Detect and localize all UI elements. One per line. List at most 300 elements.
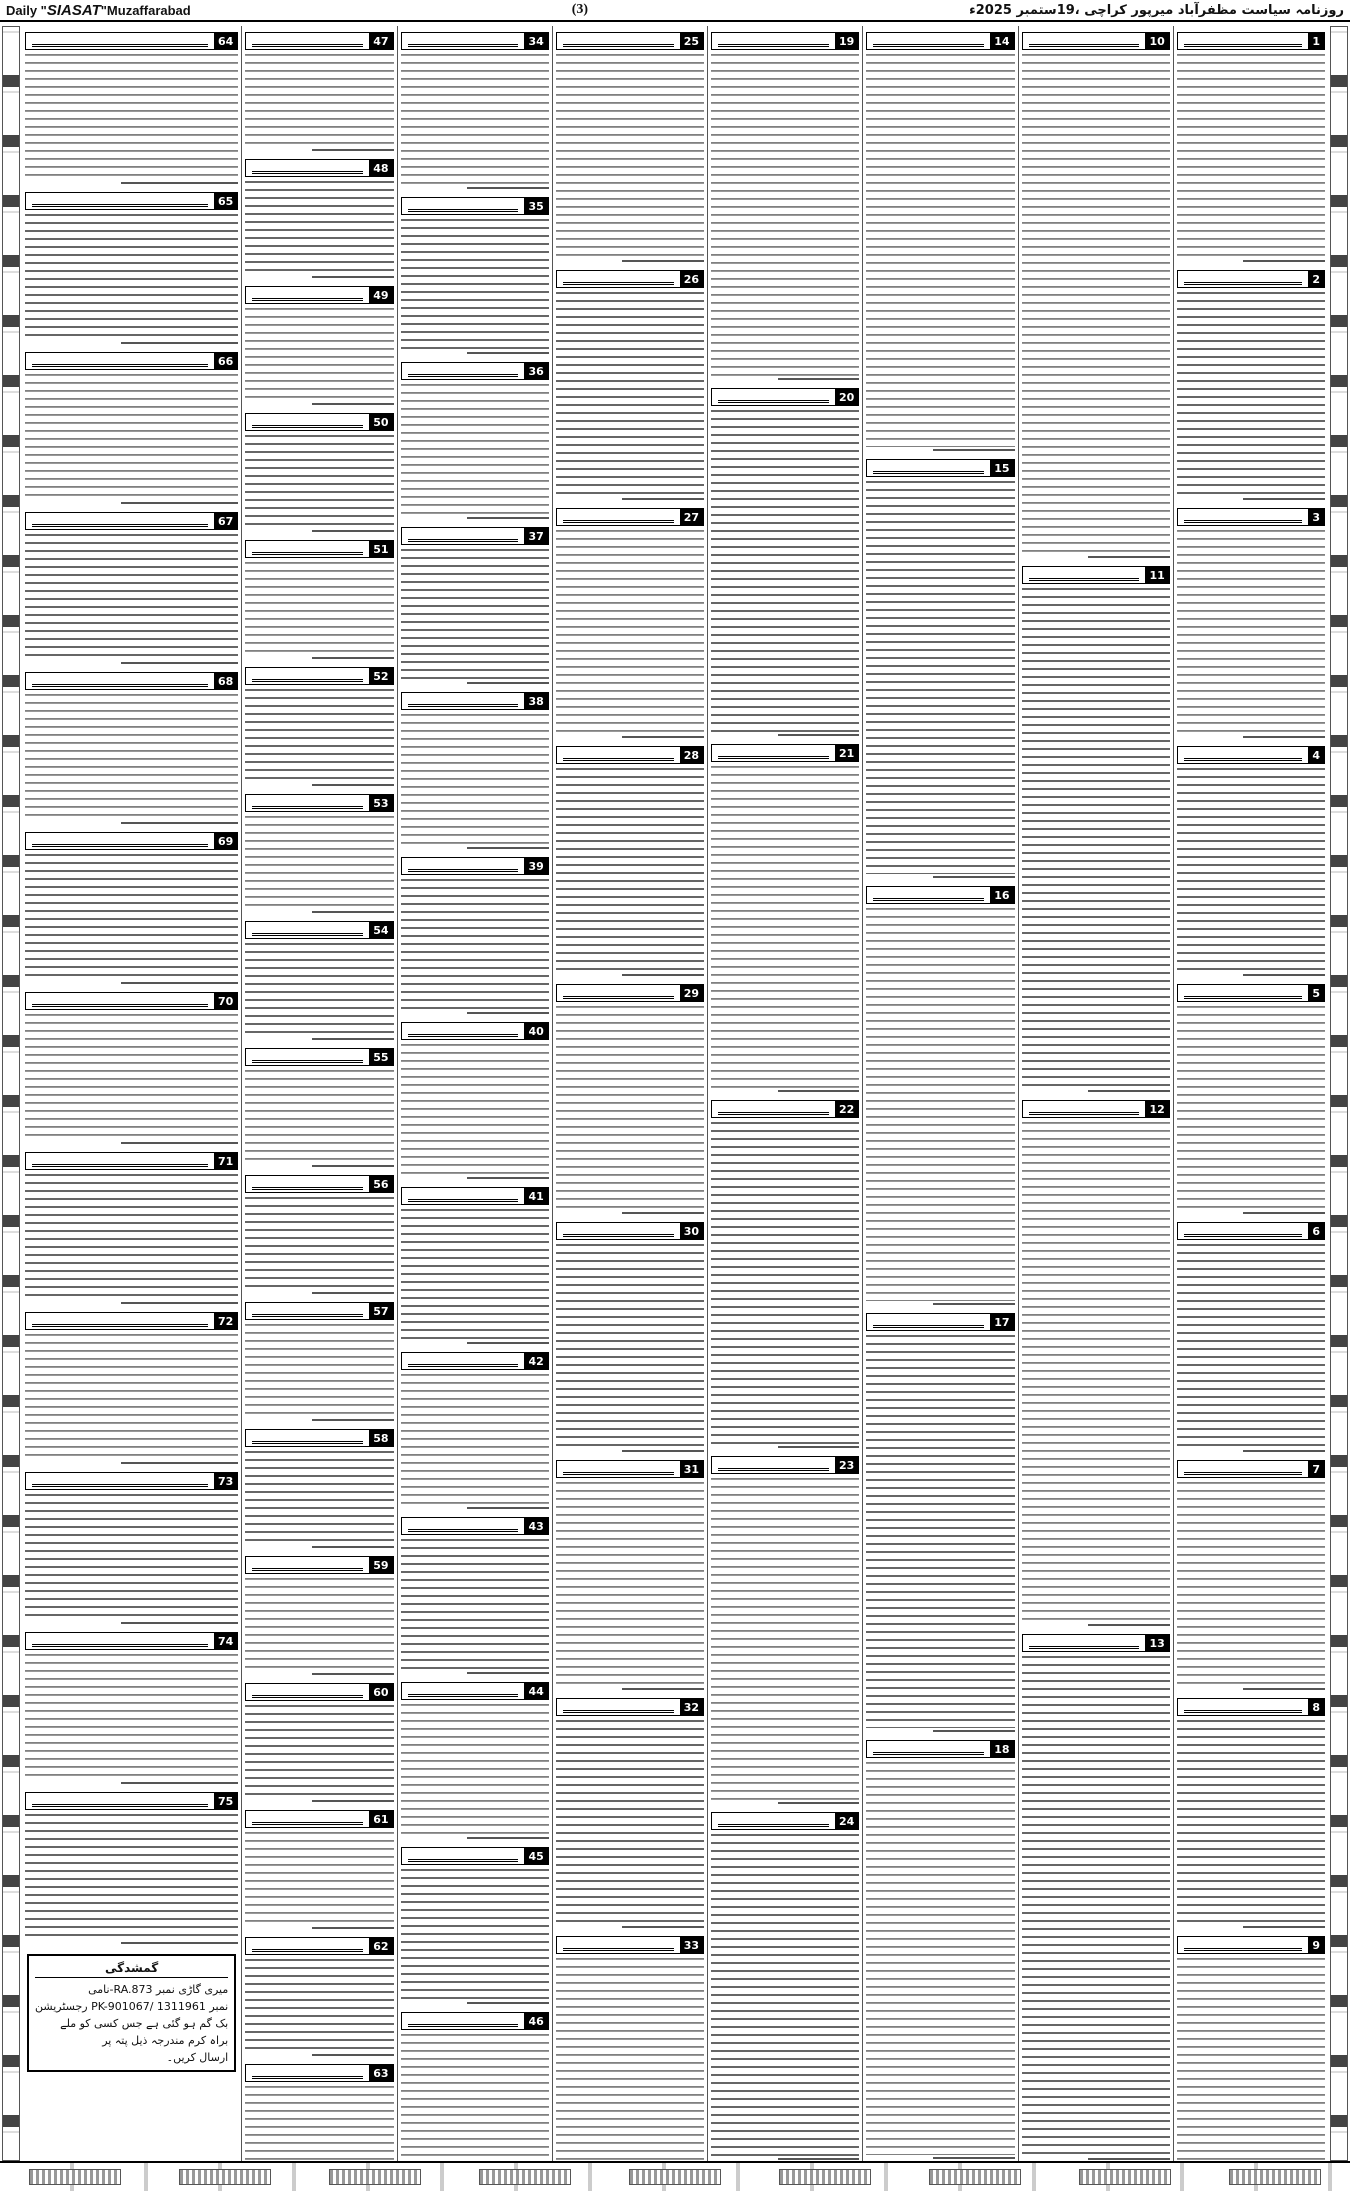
notice-closing-line [121,1462,238,1468]
notice-number: 9 [1308,1937,1324,1953]
notice-number: 45 [524,1848,547,1864]
notice-body-text [245,1322,393,1417]
notice-header [1177,1460,1325,1478]
notice-header [25,352,238,370]
notice-number: 1 [1308,33,1324,49]
notice-header [245,1175,393,1193]
notice-closing-line [312,1419,394,1425]
notice-header [245,1429,393,1447]
notice-closing-line [1243,1450,1325,1456]
notice-closing-line [467,352,549,358]
notice-header [1022,1100,1170,1118]
notice-body-text [245,1957,393,2052]
notice-number: 11 [1145,567,1168,583]
notice-header [401,1847,549,1865]
notice-number: 39 [524,858,547,874]
notice-closing-line [121,982,238,988]
notice-number: 22 [835,1101,858,1117]
notice-closing-line [933,1303,1015,1309]
notice-number: 7 [1308,1461,1324,1477]
notice-header [1177,508,1325,526]
notice-header [401,1682,549,1700]
notice-closing-line [778,1446,860,1452]
column-2 [1018,26,1173,2161]
notice-body-text [25,52,238,180]
notice-number: 29 [680,985,703,1001]
notice-closing-line [1243,1688,1325,1694]
notice-number: 47 [369,33,392,49]
notice-body-text [245,306,393,401]
notice-number: 21 [835,745,858,761]
notice-header [1177,32,1325,50]
notice-header [711,1812,859,1830]
notice-number: 2 [1308,271,1324,287]
notice-header [866,886,1014,904]
notice-header [556,1698,704,1716]
notice-body-text [245,1068,393,1163]
notice-body-text [245,1703,393,1798]
notice-closing-line [1243,498,1325,504]
notice-closing-line [312,1165,394,1171]
notice-body-text [556,1480,704,1686]
notice-header [245,1556,393,1574]
notice-closing-line [312,530,394,536]
notice-body-text [401,1042,549,1175]
notice-number: 65 [214,193,237,209]
notice-number: 28 [680,747,703,763]
notice-closing-line [622,974,704,980]
notice-closing-line [1088,1090,1170,1096]
notice-closing-line [1243,1926,1325,1932]
notice-body-text [1022,1120,1170,1622]
notice-body-text [245,1449,393,1544]
notice-closing-line [467,847,549,853]
notice-closing-line [467,1012,549,1018]
notice-number: 70 [214,993,237,1009]
masthead [0,0,1350,22]
notice-closing-line [312,403,394,409]
notice-number: 19 [835,33,858,49]
lost-notice-line: نمبر PK-901067/ 1311961 رجسٹریشن [35,2000,229,2013]
notice-closing-line [312,1546,394,1552]
notice-closing-line [312,911,394,917]
notice-body-text [556,52,704,258]
notice-body-text [401,1702,549,1835]
masthead-english-title: Daily "SIASAT"Muzaffarabad [6,1,191,19]
notice-header [401,527,549,545]
notice-header [1022,32,1170,50]
notice-body-text [1177,528,1325,734]
notice-number: 13 [1145,1635,1168,1651]
notice-closing-line [312,1800,394,1806]
notice-body-text [25,1012,238,1140]
notice-body-text [245,560,393,655]
notice-number: 20 [835,389,858,405]
notice-number: 5 [1308,985,1324,1001]
notice-number: 56 [369,1176,392,1192]
column-3 [862,26,1017,2161]
notice-header [245,32,393,50]
notice-header [866,459,1014,477]
notice-header [245,159,393,177]
notice-body-text [25,692,238,820]
notice-closing-line [312,2054,394,2060]
notice-header [245,667,393,685]
notice-header [711,1100,859,1118]
notice-header [1177,746,1325,764]
notice-number: 15 [990,460,1013,476]
notice-header [711,744,859,762]
notice-closing-line [121,1142,238,1148]
notice-body-text [25,1332,238,1460]
notice-header [245,1683,393,1701]
notice-header [245,540,393,558]
notice-closing-line [778,378,860,384]
notice-header [711,32,859,50]
notice-header [711,388,859,406]
notice-closing-line [467,1672,549,1678]
notice-header [401,1352,549,1370]
notice-header [25,1632,238,1650]
notice-closing-line [121,1782,238,1788]
notice-closing-line [467,187,549,193]
notice-body-text [245,1576,393,1671]
notice-number: 41 [524,1188,547,1204]
notice-header [1177,984,1325,1002]
notice-header [1177,1936,1325,1954]
notice-number: 71 [214,1153,237,1169]
notice-closing-line [121,1302,238,1308]
notice-body-text [1177,1956,1325,2162]
notice-closing-line [467,1507,549,1513]
notice-number: 58 [369,1430,392,1446]
notice-body-text [556,1004,704,1210]
notice-closing-line [467,1342,549,1348]
notice-closing-line [312,276,394,282]
notice-closing-line [121,1942,238,1948]
notice-header [401,362,549,380]
notice-number: 16 [990,887,1013,903]
notice-number: 43 [524,1518,547,1534]
notice-number: 33 [680,1937,703,1953]
notice-number: 59 [369,1557,392,1573]
notice-body-text [711,1832,859,2156]
notice-closing-line [121,1622,238,1628]
notice-header [1177,270,1325,288]
left-ad-strip [2,26,20,2161]
notice-closing-line [933,1730,1015,1736]
notice-number: 44 [524,1683,547,1699]
notice-closing-line [467,1837,549,1843]
notice-closing-line [312,1038,394,1044]
notice-header [1177,1222,1325,1240]
column-8 [22,26,241,2161]
notice-closing-line [121,342,238,348]
notice-header [25,832,238,850]
notice-closing-line [312,1927,394,1933]
notice-body-text [711,1476,859,1800]
notice-number: 48 [369,160,392,176]
notice-header [556,1222,704,1240]
notice-body-text [1177,52,1325,258]
notice-header [401,692,549,710]
notice-body-text [401,382,549,515]
notice-number: 53 [369,795,392,811]
lost-notice-line: میری گاڑی نمبر RA.873-نامی [88,1983,229,1996]
notice-header [866,1313,1014,1331]
notice-header [245,1048,393,1066]
notice-header [1022,566,1170,584]
notice-closing-line [121,182,238,188]
notice-number: 4 [1308,747,1324,763]
notice-body-text [25,212,238,340]
notice-closing-line [622,498,704,504]
notice-number: 3 [1308,509,1324,525]
notice-number: 69 [214,833,237,849]
notice-closing-line [1243,260,1325,266]
notice-body-text [1177,1004,1325,1210]
notice-body-text [25,1812,238,1940]
notice-body-text [1177,290,1325,496]
classified-columns [22,26,1328,2161]
notice-number: 6 [1308,1223,1324,1239]
notice-closing-line [312,1673,394,1679]
right-ad-strip [1330,26,1348,2161]
notice-closing-line [467,2002,549,2008]
notice-header [245,794,393,812]
notice-number: 14 [990,33,1013,49]
notice-body-text [401,877,549,1010]
notice-number: 62 [369,1938,392,1954]
column-5 [552,26,707,2161]
notice-header [556,1936,704,1954]
notice-header [25,1312,238,1330]
notice-body-text [556,1956,704,2162]
notice-body-text [25,1492,238,1620]
notice-header [1177,1698,1325,1716]
notice-header [25,192,238,210]
notice-body-text [866,479,1014,874]
notice-header [25,992,238,1010]
notice-header [401,197,549,215]
notice-body-text [711,52,859,376]
notice-header [401,32,549,50]
notice-header [25,672,238,690]
notice-number: 66 [214,353,237,369]
notice-closing-line [121,822,238,828]
notice-closing-line [1243,1212,1325,1218]
notice-closing-line [1088,1624,1170,1630]
notice-number: 8 [1308,1699,1324,1715]
notice-number: 63 [369,2065,392,2081]
notice-number: 60 [369,1684,392,1700]
notice-header [245,1302,393,1320]
notice-header [556,270,704,288]
notice-number: 68 [214,673,237,689]
notice-body-text [25,1172,238,1300]
notice-closing-line [121,662,238,668]
notice-body-text [1177,1718,1325,1924]
notice-header [25,512,238,530]
notice-closing-line [467,682,549,688]
lost-notice-line: بک گم ہو گئی ہے جس کسی کو ملے [60,2017,229,2030]
notice-header [866,1740,1014,1758]
notice-number: 10 [1145,33,1168,49]
notice-closing-line [933,449,1015,455]
notice-body-text [245,179,393,274]
notice-number: 35 [524,198,547,214]
notice-header [245,2064,393,2082]
notice-number: 75 [214,1793,237,1809]
notice-number: 23 [835,1457,858,1473]
notice-header [245,1937,393,1955]
page-number: (3) [571,2,589,17]
notice-header [401,1517,549,1535]
notice-body-text [245,1830,393,1925]
notice-header [245,286,393,304]
notice-closing-line [778,1090,860,1096]
notice-closing-line [312,657,394,663]
notice-body-text [401,547,549,680]
notice-header [25,1152,238,1170]
notice-number: 67 [214,513,237,529]
notice-number: 64 [214,33,237,49]
notice-header [25,1472,238,1490]
notice-body-text [866,1760,1014,2155]
notice-header [556,508,704,526]
notice-header [401,1022,549,1040]
notice-body-text [245,52,393,147]
notice-closing-line [622,1450,704,1456]
column-7 [241,26,396,2161]
notice-body-text [711,408,859,732]
column-6 [397,26,552,2161]
notice-number: 25 [680,33,703,49]
notice-body-text [1022,586,1170,1088]
notice-closing-line [467,517,549,523]
notice-body-text [556,1718,704,1924]
notice-body-text [401,217,549,350]
notice-number: 52 [369,668,392,684]
notice-closing-line [312,784,394,790]
notice-body-text [401,712,549,845]
notice-body-text [25,852,238,980]
notice-body-text [25,1652,238,1780]
notice-body-text [1177,766,1325,972]
notice-header [866,32,1014,50]
notice-body-text [401,1207,549,1340]
notice-number: 73 [214,1473,237,1489]
notice-number: 55 [369,1049,392,1065]
notice-body-text [866,52,1014,447]
lost-notice-line: ارسال کریں۔ [166,2051,229,2064]
notice-header [401,857,549,875]
notice-closing-line [622,736,704,742]
notice-number: 54 [369,922,392,938]
notice-number: 57 [369,1303,392,1319]
notice-body-text [556,290,704,496]
notice-number: 51 [369,541,392,557]
notice-number: 36 [524,363,547,379]
notice-body-text [1177,1242,1325,1448]
notice-body-text [245,1195,393,1290]
notice-closing-line [622,1926,704,1932]
notice-number: 27 [680,509,703,525]
notice-body-text [401,1372,549,1505]
notice-body-text [1177,1480,1325,1686]
notice-body-text [556,528,704,734]
notice-body-text [401,1537,549,1670]
notice-number: 17 [990,1314,1013,1330]
notice-closing-line [312,149,394,155]
notice-body-text [711,764,859,1088]
column-1 [1173,26,1328,2161]
notice-number: 49 [369,287,392,303]
notice-closing-line [622,1212,704,1218]
notice-body-text [556,1242,704,1448]
notice-header [401,2012,549,2030]
notice-body-text [401,52,549,185]
notice-body-text [711,1120,859,1444]
notice-closing-line [622,260,704,266]
notice-number: 18 [990,1741,1013,1757]
notice-number: 37 [524,528,547,544]
notice-header [401,1187,549,1205]
notice-number: 30 [680,1223,703,1239]
notice-body-text [1022,1654,1170,2156]
notice-closing-line [933,876,1015,882]
notice-body-text [401,2032,549,2165]
notice-body-text [1022,52,1170,554]
notice-number: 46 [524,2013,547,2029]
notice-closing-line [312,1292,394,1298]
notice-body-text [245,814,393,909]
notice-body-text [245,687,393,782]
notice-number: 26 [680,271,703,287]
notice-closing-line [1088,556,1170,562]
notice-body-text [556,766,704,972]
notice-number: 32 [680,1699,703,1715]
notice-closing-line [778,734,860,740]
notice-header [25,32,238,50]
notice-closing-line [467,1177,549,1183]
footer-ad-strip [0,2161,1350,2191]
notice-number: 34 [524,33,547,49]
notice-number: 38 [524,693,547,709]
notice-number: 12 [1145,1101,1168,1117]
notice-header [25,1792,238,1810]
lost-document-notice [27,1954,236,2072]
column-4 [707,26,862,2161]
notice-number: 74 [214,1633,237,1649]
notice-number: 24 [835,1813,858,1829]
lost-notice-line: براہ کرم مندرجہ ذیل پتہ پر [102,2034,229,2047]
notice-body-text [866,1333,1014,1728]
notice-closing-line [1243,736,1325,742]
notice-closing-line [778,1802,860,1808]
notice-number: 31 [680,1461,703,1477]
notice-header [1022,1634,1170,1652]
notice-body-text [25,372,238,500]
notice-closing-line [121,502,238,508]
notice-header [556,32,704,50]
masthead-urdu-title: روزنامہ سیاست مظفرآباد میرپور کراچی ،19ستمبر 2025ء [969,2,1344,18]
notice-header [245,1810,393,1828]
notice-body-text [866,906,1014,1301]
notice-header [245,413,393,431]
notice-closing-line [622,1688,704,1694]
notice-closing-line [1243,974,1325,980]
